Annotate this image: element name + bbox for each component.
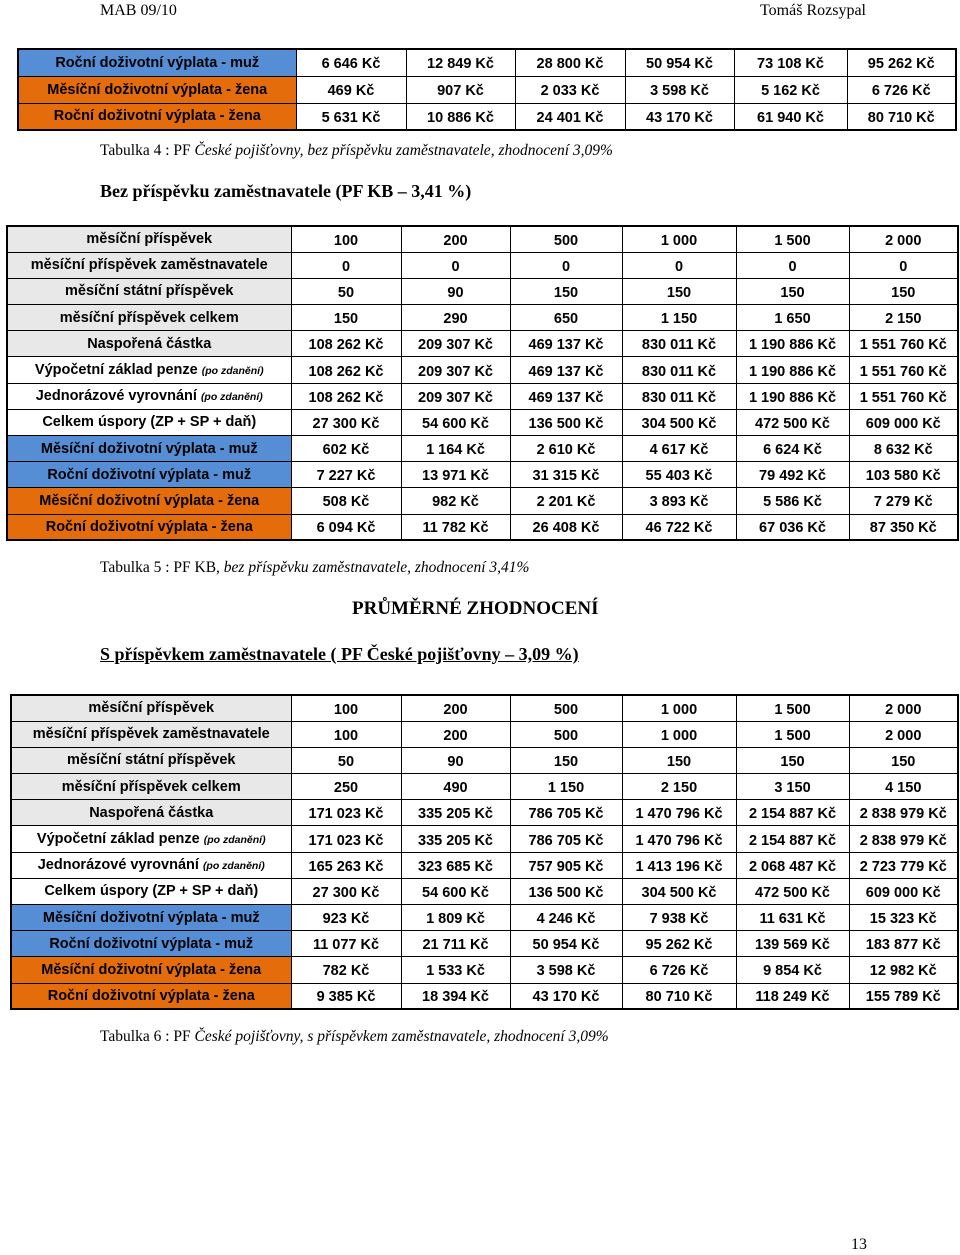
table-cell: 80 710 Kč: [622, 983, 736, 1009]
table-cell: 90: [401, 747, 510, 773]
table-cell: 54 600 Kč: [401, 409, 510, 435]
table-cell: 0: [736, 252, 849, 278]
row-label: Jednorázové vyrovnání (po zdanění): [7, 383, 291, 409]
row-label: měsíční příspěvek zaměstnavatele: [7, 252, 291, 278]
table-cell: 982 Kč: [401, 488, 510, 514]
table-4-tail: [17, 48, 957, 131]
table-cell: 87 350 Kč: [849, 514, 958, 540]
row-label: Roční doživotní výplata - žena: [7, 514, 291, 540]
table-cell: 200: [401, 695, 510, 721]
table-cell: 10 886 Kč: [406, 103, 515, 130]
table-cell: 103 580 Kč: [849, 462, 958, 488]
row-label: Měsíční doživotní výplata - muž: [7, 436, 291, 462]
row-label: měsíční státní příspěvek: [7, 278, 291, 304]
table-cell: 0: [849, 252, 958, 278]
table-cell: 150: [622, 747, 736, 773]
table-cell: 209 307 Kč: [401, 357, 510, 383]
table-cell: 786 705 Kč: [510, 826, 622, 852]
row-label: Celkem úspory (ZP + SP + daň): [11, 878, 291, 904]
row-label: Měsíční doživotní výplata - žena: [7, 488, 291, 514]
table-cell: 2 201 Kč: [510, 488, 622, 514]
table-cell: 150: [736, 747, 849, 773]
table-cell: 469 Kč: [296, 76, 406, 103]
table-cell: 650: [510, 305, 622, 331]
table-cell: 3 598 Kč: [625, 76, 734, 103]
table-cell: 335 205 Kč: [401, 826, 510, 852]
table-row: [11, 721, 958, 747]
table-cell: 1 000: [622, 695, 736, 721]
table-cell: 7 938 Kč: [622, 905, 736, 931]
row-label: Roční doživotní výplata - muž: [11, 931, 291, 957]
table-cell: 46 722 Kč: [622, 514, 736, 540]
table-cell: 1 533 Kč: [401, 957, 510, 983]
table-cell: 907 Kč: [406, 76, 515, 103]
row-label: měsíční příspěvek celkem: [7, 305, 291, 331]
table-cell: 108 262 Kč: [291, 331, 401, 357]
table-cell: 2 723 779 Kč: [849, 852, 958, 878]
table-cell: 15 323 Kč: [849, 905, 958, 931]
table-cell: 27 300 Kč: [291, 409, 401, 435]
row-label: Roční doživotní výplata - žena: [18, 103, 296, 130]
table-cell: 3 598 Kč: [510, 957, 622, 983]
table-cell: 155 789 Kč: [849, 983, 958, 1009]
row-label: Měsíční doživotní výplata - žena: [11, 957, 291, 983]
table-row: [7, 383, 958, 409]
table-cell: 250: [291, 774, 401, 800]
table-cell: 79 492 Kč: [736, 462, 849, 488]
table-row: [18, 49, 956, 76]
row-label: měsíční příspěvek: [7, 226, 291, 252]
table-cell: 2 610 Kč: [510, 436, 622, 462]
table-cell: 2 150: [622, 774, 736, 800]
table-cell: 50: [291, 278, 401, 304]
table-cell: 6 646 Kč: [296, 49, 406, 76]
table-cell: 9 854 Kč: [736, 957, 849, 983]
table-cell: 2 000: [849, 721, 958, 747]
table-row: [7, 462, 958, 488]
table-cell: 209 307 Kč: [401, 383, 510, 409]
table-cell: 11 077 Kč: [291, 931, 401, 957]
table-cell: 469 137 Kč: [510, 357, 622, 383]
table-cell: 2 033 Kč: [515, 76, 625, 103]
table-row: [11, 905, 958, 931]
row-label: měsíční příspěvek celkem: [11, 774, 291, 800]
table-cell: 602 Kč: [291, 436, 401, 462]
table-row: [7, 357, 958, 383]
table-row: [7, 514, 958, 540]
header-left: MAB 09/10: [100, 2, 177, 19]
table-cell: 28 800 Kč: [515, 49, 625, 76]
row-label: měsíční státní příspěvek: [11, 747, 291, 773]
table-cell: 50: [291, 747, 401, 773]
table-cell: 3 150: [736, 774, 849, 800]
table-cell: 55 403 Kč: [622, 462, 736, 488]
row-label: Měsíční doživotní výplata - žena: [18, 76, 296, 103]
table-cell: 2 000: [849, 226, 958, 252]
table-cell: 61 940 Kč: [734, 103, 847, 130]
table-cell: 2 068 487 Kč: [736, 852, 849, 878]
table-cell: 508 Kč: [291, 488, 401, 514]
table-cell: 304 500 Kč: [622, 878, 736, 904]
table-cell: 18 394 Kč: [401, 983, 510, 1009]
table-cell: 782 Kč: [291, 957, 401, 983]
table-cell: 150: [622, 278, 736, 304]
table-cell: 6 726 Kč: [847, 76, 956, 103]
table-cell: 469 137 Kč: [510, 383, 622, 409]
table-row: [7, 305, 958, 331]
table-cell: 200: [401, 721, 510, 747]
table-cell: 150: [291, 305, 401, 331]
heading-cp: S příspěvkem zaměstnavatele ( PF České pojišťovny – 3,09 %): [100, 644, 579, 664]
table-row: [11, 852, 958, 878]
table-cell: 165 263 Kč: [291, 852, 401, 878]
table-5: [6, 225, 959, 541]
table-cell: 5 631 Kč: [296, 103, 406, 130]
table-cell: 1 551 760 Kč: [849, 331, 958, 357]
table-cell: 95 262 Kč: [622, 931, 736, 957]
row-label: Roční doživotní výplata - muž: [7, 462, 291, 488]
table-cell: 1 470 796 Kč: [622, 800, 736, 826]
table-row: [18, 76, 956, 103]
header-right: Tomáš Rozsypal: [760, 2, 866, 19]
table-cell: 136 500 Kč: [510, 878, 622, 904]
table-cell: 171 023 Kč: [291, 826, 401, 852]
table-cell: 1 190 886 Kč: [736, 383, 849, 409]
table-cell: 171 023 Kč: [291, 800, 401, 826]
table-cell: 12 849 Kč: [406, 49, 515, 76]
caption-table-4: Tabulka 4 : PF České pojišťovny, bez příspěvku zaměstnavatele, zhodnocení 3,09%: [100, 142, 613, 159]
table-cell: 4 246 Kč: [510, 905, 622, 931]
row-label: Měsíční doživotní výplata - muž: [11, 905, 291, 931]
table-cell: 4 617 Kč: [622, 436, 736, 462]
caption-table-5: Tabulka 5 : PF KB, bez příspěvku zaměstnavatele, zhodnocení 3,41%: [100, 559, 530, 576]
table-cell: 304 500 Kč: [622, 409, 736, 435]
table-cell: 43 170 Kč: [510, 983, 622, 1009]
table-cell: 1 470 796 Kč: [622, 826, 736, 852]
row-label: Naspořená částka: [7, 331, 291, 357]
table-cell: 8 632 Kč: [849, 436, 958, 462]
table-cell: 0: [291, 252, 401, 278]
row-label: Jednorázové vyrovnání (po zdanění): [11, 852, 291, 878]
table-cell: 136 500 Kč: [510, 409, 622, 435]
table-cell: 183 877 Kč: [849, 931, 958, 957]
table-cell: 21 711 Kč: [401, 931, 510, 957]
table-cell: 139 569 Kč: [736, 931, 849, 957]
table-row: [11, 747, 958, 773]
table-cell: 6 094 Kč: [291, 514, 401, 540]
table-cell: 1 500: [736, 226, 849, 252]
table-cell: 323 685 Kč: [401, 852, 510, 878]
table-cell: 830 011 Kč: [622, 383, 736, 409]
table-cell: 50 954 Kč: [510, 931, 622, 957]
table-cell: 6 624 Kč: [736, 436, 849, 462]
heading-average: PRŮMĚRNÉ ZHODNOCENÍ: [352, 598, 599, 619]
table-cell: 609 000 Kč: [849, 409, 958, 435]
table-cell: 7 227 Kč: [291, 462, 401, 488]
table-cell: 2 154 887 Kč: [736, 826, 849, 852]
table-cell: 9 385 Kč: [291, 983, 401, 1009]
table-cell: 200: [401, 226, 510, 252]
table-cell: 100: [291, 721, 401, 747]
row-label: Roční doživotní výplata - muž: [18, 49, 296, 76]
table-row: [7, 436, 958, 462]
table-row: [11, 957, 958, 983]
table-cell: 150: [849, 747, 958, 773]
table-cell: 923 Kč: [291, 905, 401, 931]
row-label: měsíční příspěvek: [11, 695, 291, 721]
table-cell: 500: [510, 226, 622, 252]
table-cell: 108 262 Kč: [291, 383, 401, 409]
table-row: [7, 226, 958, 252]
table-cell: 90: [401, 278, 510, 304]
table-cell: 13 971 Kč: [401, 462, 510, 488]
table-cell: 1 150: [622, 305, 736, 331]
table-cell: 1 413 196 Kč: [622, 852, 736, 878]
table-row: [11, 878, 958, 904]
table-cell: 830 011 Kč: [622, 331, 736, 357]
table-cell: 290: [401, 305, 510, 331]
table-cell: 1 164 Kč: [401, 436, 510, 462]
table-cell: 43 170 Kč: [625, 103, 734, 130]
table-cell: 95 262 Kč: [847, 49, 956, 76]
table-cell: 500: [510, 695, 622, 721]
table-cell: 335 205 Kč: [401, 800, 510, 826]
table-row: [7, 252, 958, 278]
table-cell: 2 838 979 Kč: [849, 800, 958, 826]
table-cell: 500: [510, 721, 622, 747]
table-row: [11, 774, 958, 800]
table-row: [7, 331, 958, 357]
table-cell: 27 300 Kč: [291, 878, 401, 904]
row-label: Výpočetní základ penze (po zdanění): [11, 826, 291, 852]
row-label: Celkem úspory (ZP + SP + daň): [7, 409, 291, 435]
table-cell: 1 190 886 Kč: [736, 331, 849, 357]
table-row: [11, 695, 958, 721]
table-row: [11, 931, 958, 957]
caption-table-6: Tabulka 6 : PF České pojišťovny, s příspěvkem zaměstnavatele, zhodnocení 3,09%: [100, 1028, 609, 1045]
table-cell: 1 000: [622, 226, 736, 252]
table-row: [18, 103, 956, 130]
table-cell: 2 150: [849, 305, 958, 331]
table-cell: 2 000: [849, 695, 958, 721]
table-cell: 6 726 Kč: [622, 957, 736, 983]
table-cell: 7 279 Kč: [849, 488, 958, 514]
row-label: Roční doživotní výplata - žena: [11, 983, 291, 1009]
table-cell: 150: [849, 278, 958, 304]
row-label: měsíční příspěvek zaměstnavatele: [11, 721, 291, 747]
heading-kb: Bez příspěvku zaměstnavatele (PF KB – 3,41 %): [100, 181, 472, 201]
table-cell: 786 705 Kč: [510, 800, 622, 826]
table-cell: 3 893 Kč: [622, 488, 736, 514]
table-cell: 24 401 Kč: [515, 103, 625, 130]
table-row: [11, 800, 958, 826]
table-cell: 100: [291, 226, 401, 252]
table-cell: 0: [622, 252, 736, 278]
table-cell: 1 551 760 Kč: [849, 383, 958, 409]
table-row: [7, 488, 958, 514]
row-label: Naspořená částka: [11, 800, 291, 826]
table-cell: 1 551 760 Kč: [849, 357, 958, 383]
row-label: Výpočetní základ penze (po zdanění): [7, 357, 291, 383]
table-cell: 118 249 Kč: [736, 983, 849, 1009]
table-cell: 472 500 Kč: [736, 409, 849, 435]
table-cell: 609 000 Kč: [849, 878, 958, 904]
table-cell: 2 838 979 Kč: [849, 826, 958, 852]
table-cell: 1 150: [510, 774, 622, 800]
table-cell: 67 036 Kč: [736, 514, 849, 540]
table-cell: 1 000: [622, 721, 736, 747]
table-cell: 31 315 Kč: [510, 462, 622, 488]
table-cell: 1 190 886 Kč: [736, 357, 849, 383]
table-cell: 1 809 Kč: [401, 905, 510, 931]
table-cell: 150: [510, 747, 622, 773]
page-number: 13: [851, 1236, 867, 1253]
table-cell: 73 108 Kč: [734, 49, 847, 76]
table-row: [11, 826, 958, 852]
table-cell: 11 782 Kč: [401, 514, 510, 540]
table-cell: 1 500: [736, 721, 849, 747]
table-cell: 11 631 Kč: [736, 905, 849, 931]
table-cell: 0: [401, 252, 510, 278]
table-cell: 1 650: [736, 305, 849, 331]
table-cell: 100: [291, 695, 401, 721]
table-cell: 26 408 Kč: [510, 514, 622, 540]
table-cell: 150: [510, 278, 622, 304]
table-cell: 12 982 Kč: [849, 957, 958, 983]
table-cell: 490: [401, 774, 510, 800]
table-row: [7, 278, 958, 304]
table-cell: 80 710 Kč: [847, 103, 956, 130]
table-cell: 209 307 Kč: [401, 331, 510, 357]
table-cell: 54 600 Kč: [401, 878, 510, 904]
table-cell: 1 500: [736, 695, 849, 721]
table-cell: 50 954 Kč: [625, 49, 734, 76]
table-row: [7, 409, 958, 435]
table-cell: 108 262 Kč: [291, 357, 401, 383]
table-cell: 4 150: [849, 774, 958, 800]
table-6: [10, 694, 959, 1010]
table-cell: 5 162 Kč: [734, 76, 847, 103]
table-cell: 472 500 Kč: [736, 878, 849, 904]
table-cell: 830 011 Kč: [622, 357, 736, 383]
table-cell: 757 905 Kč: [510, 852, 622, 878]
table-cell: 469 137 Kč: [510, 331, 622, 357]
table-cell: 5 586 Kč: [736, 488, 849, 514]
table-cell: 2 154 887 Kč: [736, 800, 849, 826]
table-row: [11, 983, 958, 1009]
table-cell: 150: [736, 278, 849, 304]
table-cell: 0: [510, 252, 622, 278]
